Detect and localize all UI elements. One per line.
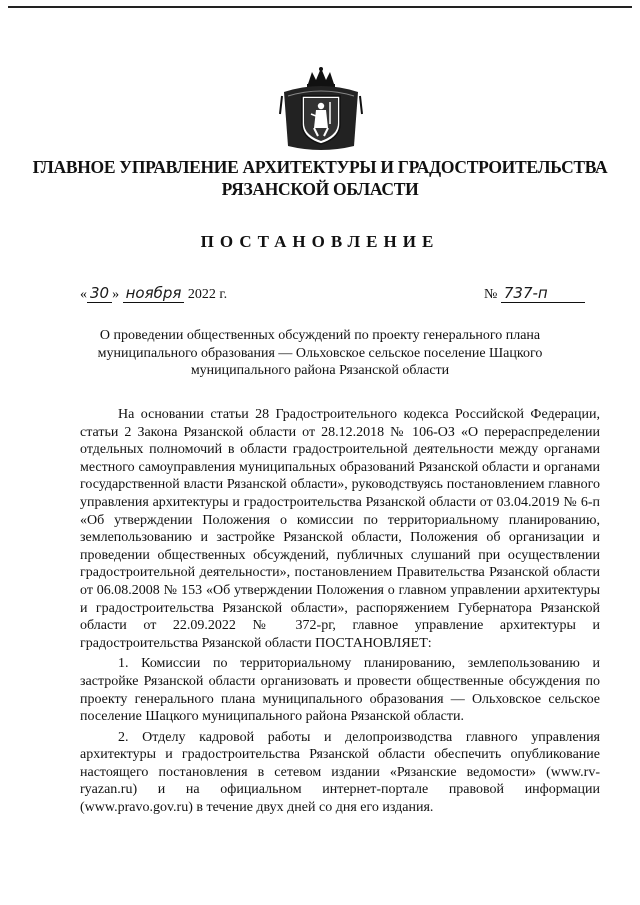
document-date (80, 284, 227, 303)
item-2-paragraph: 2. Отделу кадровой работы и делопроизводства главного управления архитектуры и градостроительства Рязанской области обеспечить опубликование настоящего постановления в сетевом издании «Рязанские ведомости» (www.rv-ryazan.ru) и на официальном интернет-портале правовой информации (www.pravo.gov.ru) в течение двух дней со дня его издания. (80, 729, 600, 816)
subject-line: муниципального района Рязанской области (190, 363, 450, 378)
scan-edge-line (8, 6, 632, 8)
date-month: ноября (123, 284, 185, 303)
date-quote-close: » (112, 287, 120, 302)
subject-line: О проведении общественных обсуждений по проекту генерального плана (99, 328, 541, 343)
date-quote-open: « (80, 287, 87, 302)
organization-name-line1: ГЛАВНОЕ УПРАВЛЕНИЕ АРХИТЕКТУРЫ И ГРАДОСТРОИТЕЛЬСТВА (32, 157, 608, 177)
number-value: 737-п (501, 284, 585, 303)
document-type-title: ПОСТАНОВЛЕНИЕ (200, 232, 440, 251)
item-1-paragraph: 1. Комиссии по территориальному планированию, землепользованию и застройке Рязанской области организовать и провести общественные обсуждения по проекту генерального плана муниципального образования — Ольховское сельское поселение Шацкого муниципального района Рязанской области. (80, 656, 600, 725)
number-prefix: № (484, 287, 498, 302)
ryazan-coat-of-arms-icon (278, 66, 364, 152)
document-body (80, 406, 600, 817)
date-year: 2022 г. (187, 287, 228, 302)
organization-name-line2: РЯЗАНСКОЙ ОБЛАСТИ (221, 179, 419, 199)
document-number (484, 284, 585, 303)
preamble-paragraph: На основании статьи 28 Градостроительного кодекса Российской Федерации, статьи 2 Закона Рязанской области от 28.12.2018 № 106-ОЗ «О перераспределении отдельных полномочий в области градостроительной деятельности между органами местного самоуправления муниципальных образований Рязанской области и органами государственной власти Рязанской области», руководствуясь постановлением главного управления архитектуры и градостроительства Рязанской области от 03.04.2019 № 6-п «Об утверждении Положения о комиссии по территориальному планированию, землепользованию и застройке Рязанской области, Положения об организации и проведении общественных обсуждений, публичных слушаний при осуществлении градостроительной деятельности», постановлением Правительства Рязанской области от 06.08.2008 № 153 «Об утверждении Положения о главном управлении архитектуры и градостроительства Рязанской области», распоряжением Губернатора Рязанской области от 22.09.2022 № 372-рг, главное управление архитектуры и градостроительства Рязанской области ПОСТАНОВЛЯЕТ: (80, 407, 600, 651)
subject-line: муниципального образования — Ольховское сельское поселение Шацкого (97, 345, 543, 361)
document-subject (80, 327, 560, 380)
date-day: 30 (87, 284, 112, 303)
